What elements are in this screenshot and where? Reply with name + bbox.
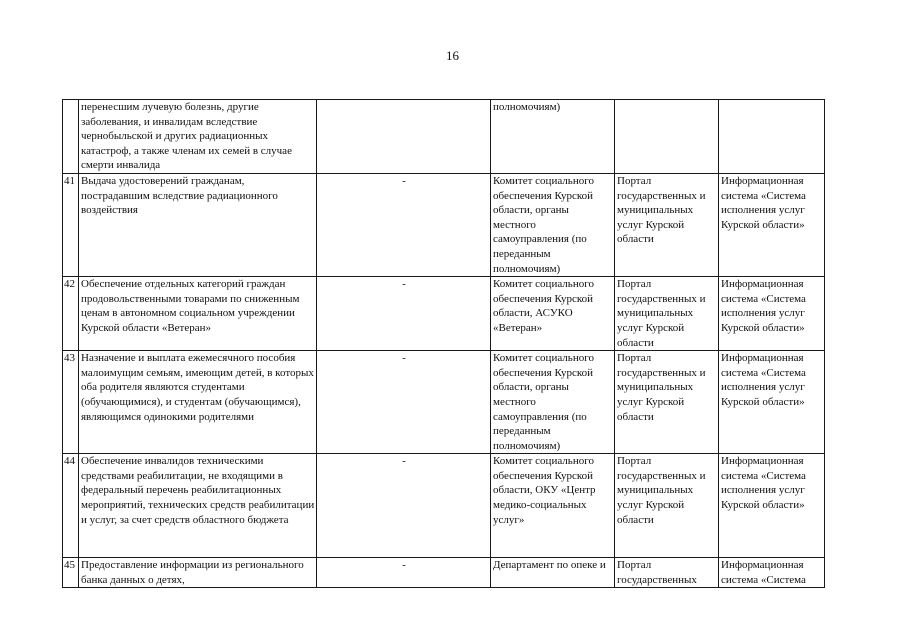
column-3-value: - — [317, 558, 491, 588]
portal-name: Портал государственных — [615, 558, 719, 588]
column-3-value: - — [317, 351, 491, 454]
information-system: Информационная система «Система исполнения услуг Курской области» — [719, 277, 825, 351]
column-3-value: - — [317, 174, 491, 277]
information-system: Информационная система «Система — [719, 558, 825, 588]
service-name: Выдача удостоверений гражданам, пострадавшим вследствие радиационного воздействия — [79, 174, 317, 277]
responsible-agency: полномочиям) — [491, 100, 615, 174]
portal-name: Портал государственных и муниципальных услуг Курской области — [615, 351, 719, 454]
responsible-agency: Комитет социального обеспечения Курской области, ОКУ «Центр медико-социальных услуг» — [491, 454, 615, 558]
service-name: Обеспечение отдельных категорий граждан продовольственными товарами по сниженным ценам в автономном социальном учреждении Курской области «Ветеран» — [79, 277, 317, 351]
information-system: Информационная система «Система исполнения услуг Курской области» — [719, 351, 825, 454]
portal-name — [615, 100, 719, 174]
services-table — [62, 99, 825, 588]
column-3-value: - — [317, 454, 491, 558]
responsible-agency: Департамент по опеке и — [491, 558, 615, 588]
portal-name: Портал государственных и муниципальных услуг Курской области — [615, 454, 719, 558]
row-number: 41 — [63, 174, 79, 277]
portal-name: Портал государственных и муниципальных услуг Курской области — [615, 174, 719, 277]
column-3-value: - — [317, 277, 491, 351]
table-row — [63, 277, 825, 351]
table-row — [63, 174, 825, 277]
table-row — [63, 558, 825, 588]
service-name: перенесшим лучевую болезнь, другие заболевания, и инвалидам вследствие чернобыльской и других радиационных катастроф, а также членам их семей в случае смерти инвалида — [79, 100, 317, 174]
row-number: 45 — [63, 558, 79, 588]
row-number: 43 — [63, 351, 79, 454]
table-row — [63, 454, 825, 558]
service-name: Назначение и выплата ежемесячного пособия малоимущим семьям, имеющим детей, в которых оба родителя являются студентами (обучающимися), и студентам (обучающимся), являющимся одинокими родителями — [79, 351, 317, 454]
service-name: Предоставление информации из регионального банка данных о детях, — [79, 558, 317, 588]
information-system: Информационная система «Система исполнения услуг Курской области» — [719, 174, 825, 277]
information-system: Информационная система «Система исполнения услуг Курской области» — [719, 454, 825, 558]
table-row — [63, 100, 825, 174]
page-number: 16 — [446, 48, 459, 63]
column-3-value — [317, 100, 491, 174]
responsible-agency: Комитет социального обеспечения Курской области, АСУКО «Ветеран» — [491, 277, 615, 351]
row-number — [63, 100, 79, 174]
responsible-agency: Комитет социального обеспечения Курской области, органы местного самоуправления (по переданным полномочиям) — [491, 174, 615, 277]
information-system — [719, 100, 825, 174]
portal-name: Портал государственных и муниципальных услуг Курской области — [615, 277, 719, 351]
row-number: 42 — [63, 277, 79, 351]
table-row — [63, 351, 825, 454]
service-name: Обеспечение инвалидов техническими средствами реабилитации, не входящими в федеральный перечень реабилитационных мероприятий, технических средств реабилитации и услуг, за счет средств областного бюджета — [79, 454, 317, 558]
row-number: 44 — [63, 454, 79, 558]
responsible-agency: Комитет социального обеспечения Курской области, органы местного самоуправления (по переданным полномочиям) — [491, 351, 615, 454]
